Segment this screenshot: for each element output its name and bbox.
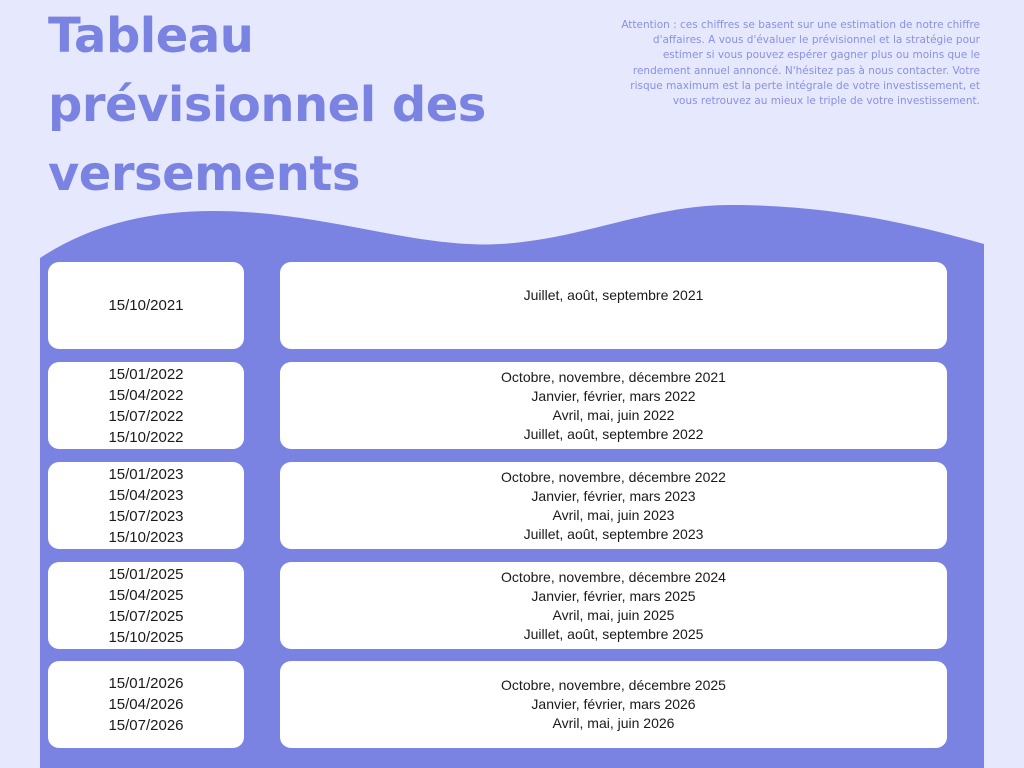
period-label: Avril, mai, juin 2023 (552, 506, 675, 523)
payment-date: 15/04/2023 (108, 486, 184, 504)
period-label: Octobre, novembre, décembre 2024 (501, 568, 726, 585)
payment-dates-card (48, 262, 244, 349)
period-card (280, 462, 947, 549)
period-card (280, 262, 947, 349)
payment-date: 15/07/2025 (108, 607, 184, 625)
period-card (280, 661, 947, 748)
payment-dates-card (48, 462, 244, 549)
payment-date: 15/04/2026 (108, 696, 184, 713)
schedule-row (48, 362, 947, 449)
period-card (280, 362, 947, 449)
period-label: Avril, mai, juin 2022 (552, 406, 675, 423)
payment-date: 15/10/2025 (108, 628, 184, 646)
payment-date: 15/07/2022 (108, 407, 184, 425)
payment-date: 15/07/2023 (108, 507, 184, 525)
period-label: Janvier, février, mars 2023 (531, 487, 696, 504)
period-label: Juillet, août, septembre 2025 (523, 625, 704, 642)
payment-dates-card (48, 362, 244, 449)
period-label: Janvier, février, mars 2026 (531, 696, 696, 712)
payment-dates-card (48, 661, 244, 748)
payment-dates-card (48, 562, 244, 649)
period-label: Avril, mai, juin 2025 (552, 606, 675, 623)
period-label: Octobre, novembre, décembre 2021 (501, 368, 726, 385)
schedule-row (48, 562, 947, 649)
period-label: Avril, mai, juin 2026 (552, 715, 675, 731)
disclaimer-text: Attention : ces chiffres se basent sur une estimation de notre chiffre d'affaires. A vous d'évaluer le prévisionnel et la stratégie pour estimer si vous pouvez espérer gagner plus ou moins que le rendement annuel annoncé. N'hésitez pas à nous contacter. Votre risque maximum est la perte intégrale de votre investissement, et vous retrouvez au mieux le triple de votre investissement. (621, 19, 980, 108)
period-label: Octobre, novembre, décembre 2022 (501, 468, 726, 485)
payment-date: 15/01/2026 (108, 675, 184, 692)
schedule-row (48, 462, 947, 549)
period-card (280, 562, 947, 649)
schedule-row (48, 262, 947, 349)
payment-date: 15/07/2026 (108, 717, 184, 734)
period-label: Juillet, août, septembre 2021 (523, 287, 704, 303)
payment-date: 15/10/2021 (108, 297, 184, 314)
page-title: Tableau prévisionnel des versements (48, 8, 486, 202)
payment-date: 15/01/2023 (108, 465, 184, 483)
payment-date: 15/01/2025 (108, 565, 184, 583)
period-label: Juillet, août, septembre 2023 (523, 525, 704, 542)
payment-date: 15/10/2022 (108, 428, 184, 446)
schedule-row (48, 661, 947, 748)
payment-date: 15/04/2025 (108, 586, 184, 604)
period-label: Juillet, août, septembre 2022 (523, 425, 704, 442)
period-label: Janvier, février, mars 2025 (531, 587, 696, 604)
payment-date: 15/01/2022 (108, 365, 184, 383)
period-label: Janvier, février, mars 2022 (531, 387, 696, 404)
payment-date: 15/10/2023 (108, 528, 184, 546)
period-label: Octobre, novembre, décembre 2025 (501, 677, 726, 693)
payment-date: 15/04/2022 (108, 386, 184, 404)
